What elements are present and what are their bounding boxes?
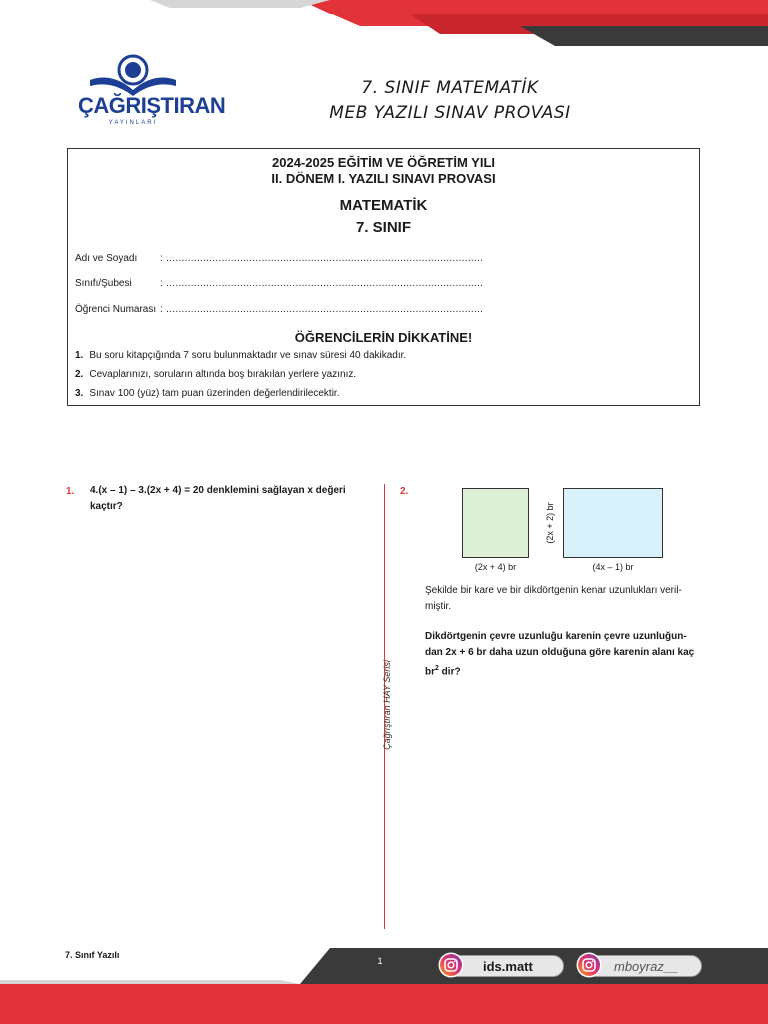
question-2-para1-line2: miştir. bbox=[425, 601, 452, 612]
logo-wordmark: ÇAĞRIŞTIRAN bbox=[78, 93, 226, 118]
rectangle-height-label: (2x + 2) br bbox=[545, 502, 555, 544]
rule-item: 2. Cevaplarınızı, soruların altında boş bırakılan yerlere yazınız. bbox=[75, 369, 357, 380]
page-title-line2: MEB YAZILI SINAV PROVASI bbox=[329, 103, 571, 123]
question-2-para2-line3: $br^2$ dir? bbox=[425, 665, 461, 678]
instagram-icon[interactable] bbox=[576, 952, 602, 978]
exam-term: II. DÖNEM I. YAZILI SINAVI PROVASI bbox=[271, 171, 496, 186]
rule-item: 1. Bu soru kitapçığında 7 soru bulunmaktadır ve sınav süresi 40 dakikadır. bbox=[75, 350, 407, 361]
question-2-para2-line2: dan 2x + 6 br daha uzun olduğuna göre karenin alanı kaç bbox=[425, 647, 695, 658]
academic-year: 2024-2025 EĞİTİM VE ÖĞRETİM YILI bbox=[272, 155, 495, 170]
rectangle-width-label: (4x – 1) br bbox=[592, 562, 634, 572]
grade-title: 7. SINIF bbox=[355, 219, 411, 236]
rectangle-figure bbox=[563, 488, 663, 558]
logo-subtitle: YAYINLARI bbox=[108, 120, 158, 126]
name-field[interactable]: : ....................................................................................................... bbox=[160, 253, 484, 264]
question-2-para2-line1: Dikdörtgenin çevre uzunluğu karenin çevre uzunluğun- bbox=[425, 631, 687, 642]
square-side-label: (2x + 4) br bbox=[474, 562, 517, 572]
header-decoration bbox=[0, 0, 768, 48]
name-label: Adı ve Soyadı bbox=[75, 253, 138, 264]
series-label: Çağrıştıran HAY Serisi bbox=[382, 660, 392, 750]
exam-info-box bbox=[67, 148, 700, 406]
student-number-field[interactable]: : ....................................................................................................... bbox=[160, 304, 484, 315]
rule-item: 3. Sınav 100 (yüz) tam puan üzerinden değerlendirilecektir. bbox=[75, 388, 340, 399]
square-figure bbox=[462, 488, 529, 558]
question-1-line1: 4.(x – 1) – 3.(2x + 4) = 20 denklemini sağlayan x değeri bbox=[90, 485, 346, 496]
subject-title: MATEMATİK bbox=[339, 197, 428, 214]
class-label: Sınıfı/Şubesi bbox=[75, 278, 132, 289]
instagram-handle-1[interactable]: ids.matt bbox=[483, 959, 533, 974]
question-2-number: 2. bbox=[400, 486, 409, 497]
instagram-handle-2[interactable]: mboyraz__ bbox=[614, 959, 679, 974]
class-field[interactable]: : ....................................................................................................... bbox=[160, 278, 484, 289]
page-number: 1 bbox=[377, 956, 383, 966]
page-title-line1: 7. SINIF MATEMATİK bbox=[361, 78, 539, 98]
student-number-label: Öğrenci Numarası bbox=[75, 304, 157, 315]
question-2-para1-line1: Şekilde bir kare ve bir dikdörtgenin kenar uzunlukları veril- bbox=[425, 585, 682, 596]
question-1-number: 1. bbox=[66, 486, 75, 497]
footer-label: 7. Sınıf Yazılı bbox=[65, 950, 120, 960]
instagram-icon[interactable] bbox=[438, 952, 464, 978]
question-1-line2: kaçtır? bbox=[90, 501, 123, 512]
attention-title: ÖĞRENCİLERİN DİKKATİNE! bbox=[294, 330, 473, 345]
